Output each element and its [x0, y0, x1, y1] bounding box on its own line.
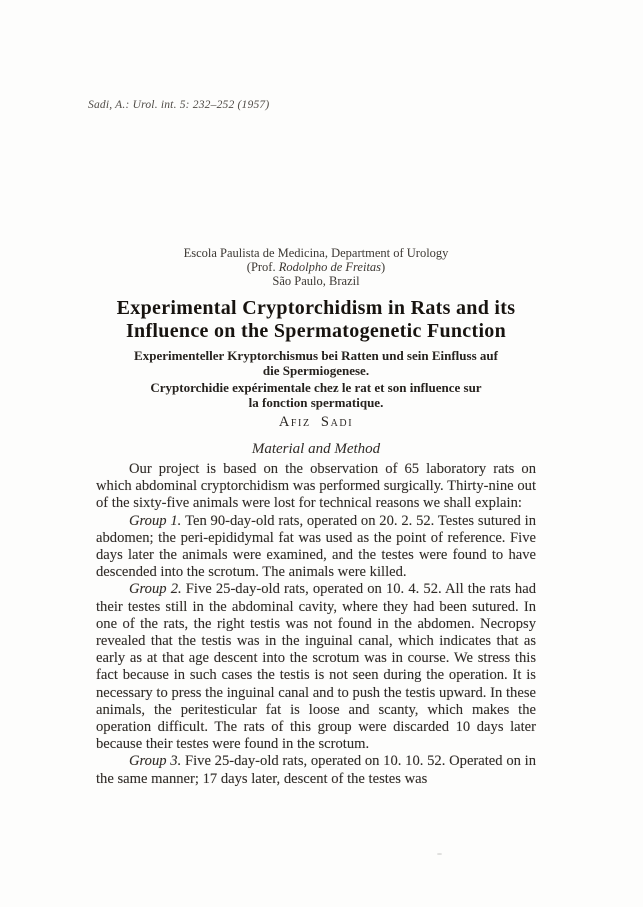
article-body	[96, 461, 536, 788]
journal-citation: Sadi, A.: Urol. int. 5: 232–252 (1957)	[88, 99, 270, 111]
subtitle-french	[96, 380, 536, 410]
paragraph-text: Five 25-day-old rats, operated on 10. 4. 52. All the rats had their testes still in the abdominal cavity, where they had been sutured. In one of the rats, the right testis was not found in the abdomen. Necropsy revealed that the testis was in the inguinal canal, which indicates that as early as at that age descent into the scrotum was in course. We stress this fact because in such cases the testis is not seen during the operation. It is necessary to press the inguinal canal and to push the testis upward. In these animals, the peritesticular fat is loose and scanty, which makes the operation difficult. The rats of this group were discarded 10 days later because their testes were found in the scrotum.	[96, 581, 537, 753]
paragraph-text: Our project is based on the observation of 65 laboratory rats on which abdominal cryptorchidism was performed surgically. Thirty-nine out of the sixty-five animals were lost for technical reasons we shall explain:	[96, 461, 536, 512]
paper-title	[96, 297, 536, 343]
affiliation-prof-suffix: )	[381, 260, 386, 274]
subtitle-french-line: la fonction spermatique.	[248, 395, 384, 410]
paragraph-intro	[96, 461, 536, 513]
paragraph-lead: Group 1.	[129, 512, 186, 529]
paragraph-lead: Group 2.	[129, 581, 186, 598]
scan-speck	[437, 853, 442, 855]
paragraph-group-2	[96, 581, 536, 753]
affiliation-line-city: São Paulo, Brazil	[272, 274, 360, 288]
affiliation-line-institution: Escola Paulista de Medicina, Department of Urology	[183, 246, 449, 260]
paper-title-line: Experimental Cryptorchidism in Rats and its	[116, 297, 516, 319]
paragraph-text: Ten 90-day-old rats, operated on 20. 2. 52. Testes sutured in abdomen; the peri-epididymal fat was used as the point of reference. Five days later the animals were examined, and the testes were found to have descended into the scrotum. The animals were killed.	[96, 512, 536, 581]
section-heading: Material and Method	[251, 441, 381, 457]
page-content	[96, 246, 536, 788]
paragraph-lead: Group 3.	[129, 753, 185, 770]
affiliation-prof-prefix: (Prof.	[246, 260, 279, 274]
subtitle-french-line: Cryptorchidie expérimentale chez le rat et son influence sur	[150, 380, 482, 395]
subtitle-german-line: die Spermiogenese.	[262, 363, 370, 378]
subtitle-german	[96, 348, 536, 378]
affiliation-prof-name: Rodolpho de Freitas	[278, 260, 382, 274]
affiliation-line-professor	[96, 260, 536, 274]
paragraph-group-1	[96, 513, 536, 582]
paragraph-text: Five 25-day-old rats, operated on 10. 10. 52. Operated on in the same manner; 17 days later, descent of the testes was	[96, 753, 536, 787]
paper-title-line: Influence on the Spermatogenetic Function	[125, 320, 507, 342]
affiliation-block	[96, 246, 536, 288]
subtitle-german-line: Experimenteller Kryptorchismus bei Ratten und sein Einfluss auf	[134, 348, 498, 363]
author-name: Afiz Sadi	[278, 414, 354, 430]
paragraph-group-3	[96, 753, 536, 787]
